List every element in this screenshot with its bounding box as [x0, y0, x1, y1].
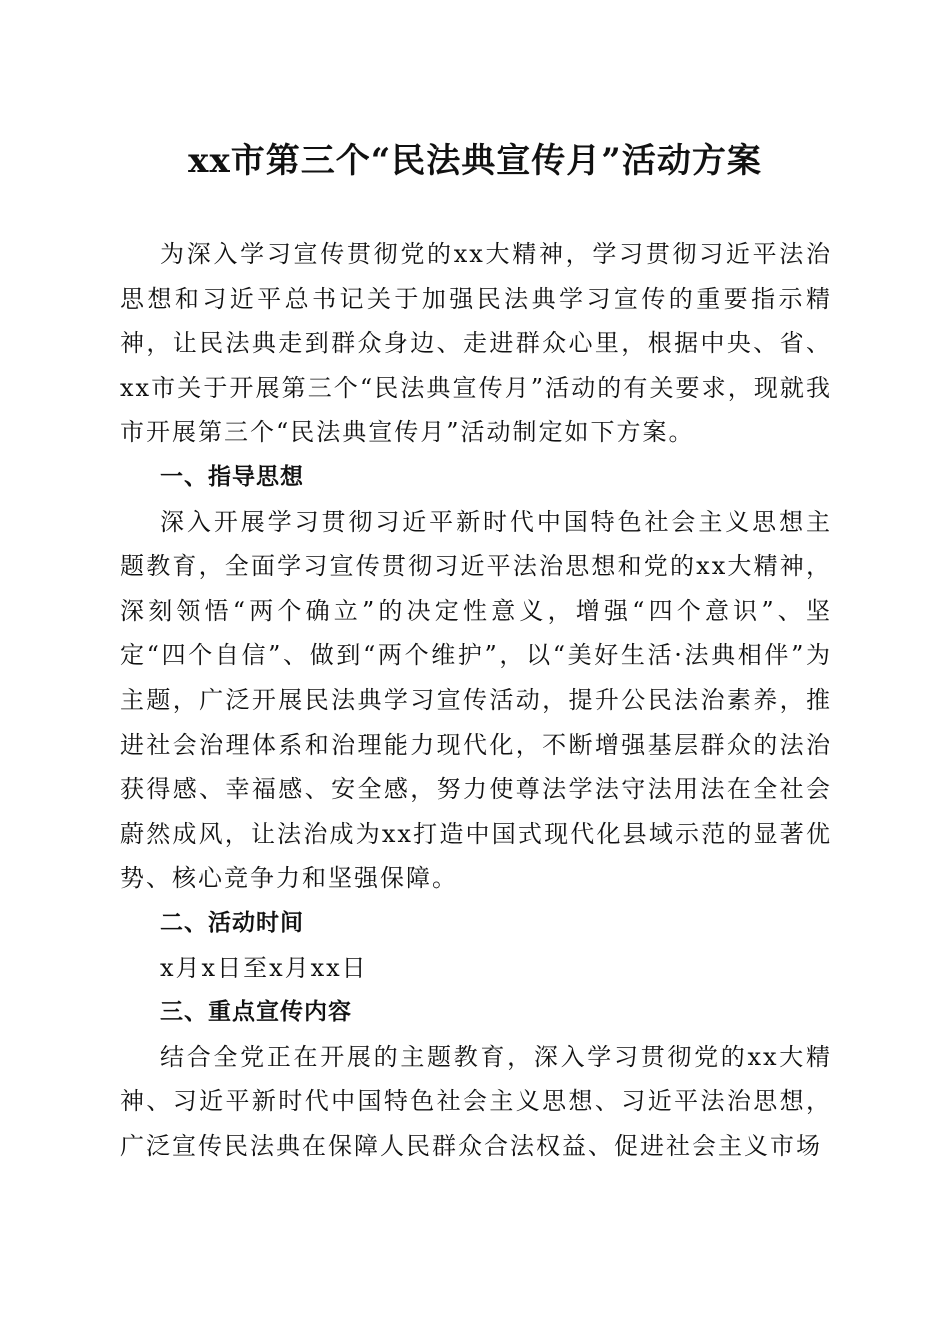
section-heading-key-content: 三、重点宣传内容 — [160, 999, 352, 1026]
section-heading-guiding-ideology: 一、指导思想 — [160, 463, 304, 490]
section-heading-activity-time: 二、活动时间 — [160, 909, 304, 936]
section-paragraph-key-content: 结合全党正在开展的主题教育，深入学习贯彻党的xx大精神、习近平新时代中国特色社会主义思想、习近平法治思想，广泛宣传民法典在保障人民群众合法权益、促进社会主义市场 — [120, 1042, 832, 1160]
intro-paragraph: 为深入学习宣传贯彻党的xx大精神，学习贯彻习近平法治思想和习近平总书记关于加强民法典学习宣传的重要指示精神，让民法典走到群众身边、走进群众心里，根据中央、省、xx市关于开展第三个“民法典宣传月”活动的有关要求，现就我市开展第三个“民法典宣传月”活动制定如下方案。 — [120, 240, 832, 447]
section-paragraph-activity-time: x月x日至x月xx日 — [160, 953, 368, 982]
document-body — [120, 232, 832, 1168]
document-title: xx市第三个“民法典宣传月”活动方案 — [188, 141, 762, 181]
section-paragraph-guiding-ideology: 深入开展学习贯彻习近平新时代中国特色社会主义思想主题教育，全面学习宣传贯彻习近平法治思想和党的xx大精神，深刻领悟“两个确立”的决定性意义，增强“四个意识”、坚定“四个自信”、做到“两个维护”，以“美好生活·法典相伴”为主题，广泛开展民法典学习宣传活动，提升公民法治素养，推进社会治理体系和治理能力现代化，不断增强基层群众的法治获得感、幸福感、安全感，努力使尊法学法守法用法在全社会蔚然成风，让法治成为xx打造中国式现代化县域示范的显著优势、核心竞争力和坚强保障。 — [120, 507, 832, 893]
